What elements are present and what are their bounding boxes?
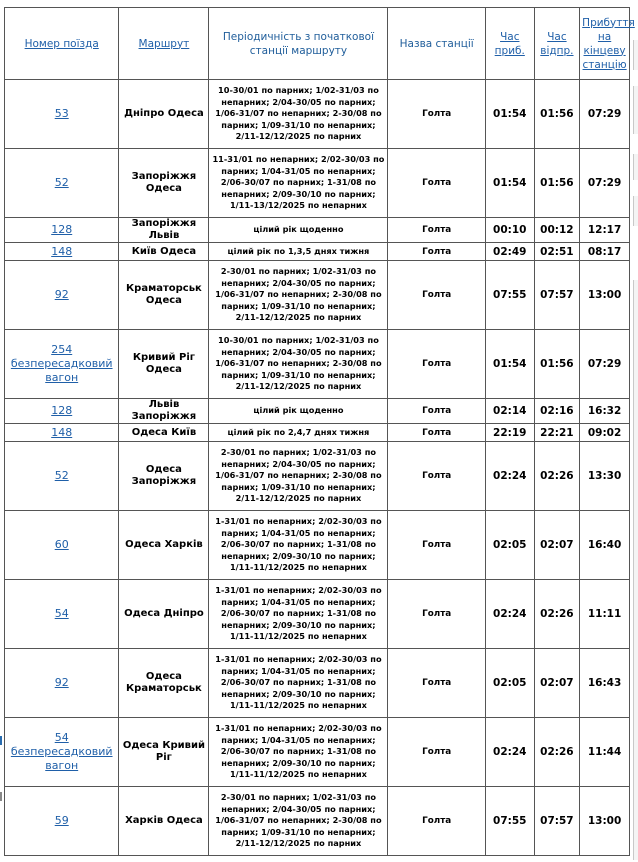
final-arrival-cell: 07:29 [580,80,630,149]
route-cell: Кривий Ріг Одеса [119,330,209,399]
train-schedule-table [4,7,635,856]
col-header-station-name [388,8,485,80]
train-number-link[interactable]: 59 [54,814,69,827]
table-row [5,580,630,649]
train-number-cell [5,261,119,330]
station-cell: Голта [388,718,485,787]
station-cell: Голта [388,399,485,424]
header-label-periodicity: Періодичність з початкової станції маршруту [222,30,374,57]
table-row [5,442,630,511]
schedule-body [5,80,630,856]
train-number-cell [5,399,119,424]
station-cell: Голта [388,218,485,243]
station-cell: Голта [388,424,485,442]
departure-time-cell: 02:16 [534,399,580,424]
periodicity-cell: 1-31/01 по непарних; 2/02-30/03 по парних; 1/04-31/05 по непарних; 2/06-30/07 по парних; 1-31/08 по непарних; 2/09-30/10 по парних; 1/11-11/12/2025 по непарних [209,649,388,718]
train-number-cell [5,243,119,261]
periodicity-cell: цілий рік по 1,3,5 днях тижня [209,243,388,261]
train-number-cell [5,787,119,856]
route-cell: Запоріжжя Львів [119,218,209,243]
arrival-time-cell: 00:10 [485,218,534,243]
table-row [5,330,630,399]
route-cell: Харків Одеса [119,787,209,856]
train-number-link[interactable]: 53 [54,107,69,120]
table-row [5,511,630,580]
final-arrival-cell: 13:30 [580,442,630,511]
periodicity-cell: цілий рік щоденно [209,218,388,243]
train-number-link[interactable]: 128 [51,223,73,236]
right-panel-stub [633,280,638,860]
station-cell: Голта [388,442,485,511]
route-cell: Львів Запоріжжя [119,399,209,424]
periodicity-cell: 2-30/01 по парних; 1/02-31/03 по непарних; 2/04-30/05 по парних; 1/06-31/07 по непарних; 2-30/08 по парних; 1/09-31/10 по непарних; 2/11-12/12/2025 по парних [209,442,388,511]
col-header-train-number[interactable] [5,8,119,80]
periodicity-cell: 1-31/01 по непарних; 2/02-30/03 по парних; 1/04-31/05 по непарних; 2/06-30/07 по парних; 1-31/08 по непарних; 2/09-30/10 по парних; 1/11-11/12/2025 по непарних [209,718,388,787]
train-number-link[interactable]: 148 [51,425,73,439]
station-cell: Голта [388,580,485,649]
table-row [5,787,630,856]
table-row [5,649,630,718]
table-row [5,424,630,442]
table-row [5,718,630,787]
periodicity-cell: 2-30/01 по парних; 1/02-31/03 по непарних; 2/04-30/05 по парних; 1/06-31/07 по непарних; 2-30/08 по парних; 1/09-31/10 по непарних; 2/11-12/12/2025 по парних [209,787,388,856]
departure-time-cell: 02:07 [534,511,580,580]
train-number-cell [5,218,119,243]
train-number-cell [5,580,119,649]
route-cell: Одеса Харків [119,511,209,580]
departure-time-cell: 01:56 [534,149,580,218]
departure-time-cell: 02:26 [534,718,580,787]
sort-link-final-arrival[interactable]: Прибуття на кінцеву станцію [582,16,635,71]
sort-link-arrival[interactable]: Час приб. [494,30,525,57]
train-number-link[interactable]: 128 [51,404,73,417]
arrival-time-cell: 02:05 [485,649,534,718]
train-number-link[interactable]: 52 [54,176,69,189]
train-number-cell [5,718,119,787]
header-label-station-name: Назва станції [399,37,474,50]
route-cell: Одеса Дніпро [119,580,209,649]
train-number-cell [5,424,119,442]
right-panel-stub [633,196,638,226]
departure-time-cell: 02:26 [534,580,580,649]
train-number-link[interactable]: 60 [54,538,69,551]
final-arrival-cell: 07:29 [580,330,630,399]
route-cell: Краматорськ Одеса [119,261,209,330]
train-number-cell [5,442,119,511]
periodicity-cell: 11-31/01 по непарних; 2/02-30/03 по парних; 1/04-31/05 по непарних; 2/06-30/07 по парних; 1-31/08 по непарних; 2/09-30/10 по парних; 1/11-13/12/2025 по непарних [209,149,388,218]
departure-time-cell: 00:12 [534,218,580,243]
departure-time-cell: 22:21 [534,424,580,442]
table-row [5,218,630,243]
train-number-cell [5,649,119,718]
arrival-time-cell: 02:05 [485,511,534,580]
table-row [5,80,630,149]
header-row [5,8,630,80]
periodicity-cell: 1-31/01 по непарних; 2/02-30/03 по парних; 1/04-31/05 по непарних; 2/06-30/07 по парних; 1-31/08 по непарних; 2/09-30/10 по парних; 1/11-11/12/2025 по непарних [209,580,388,649]
final-arrival-cell: 16:40 [580,511,630,580]
arrival-time-cell: 02:49 [485,243,534,261]
train-number-link[interactable]: 148 [51,244,73,258]
periodicity-cell: 2-30/01 по парних; 1/02-31/03 по непарних; 2/04-30/05 по парних; 1/06-31/07 по непарних; 2-30/08 по парних; 1/09-31/10 по непарних; 2/11-12/12/2025 по парних [209,261,388,330]
arrival-time-cell: 22:19 [485,424,534,442]
arrival-time-cell: 02:24 [485,718,534,787]
table-row [5,243,630,261]
table-row [5,399,630,424]
station-cell: Голта [388,243,485,261]
sort-link-train-number[interactable]: Номер поїзда [24,37,99,50]
final-arrival-cell: 11:11 [580,580,630,649]
final-arrival-cell: 16:32 [580,399,630,424]
right-panel-stub [633,86,638,134]
right-panel-stub [633,154,638,180]
train-number-cell [5,80,119,149]
final-arrival-cell: 13:00 [580,261,630,330]
table-row [5,149,630,218]
route-cell: Одеса Запоріжжя [119,442,209,511]
final-arrival-cell: 13:00 [580,787,630,856]
station-cell: Голта [388,261,485,330]
col-header-final-arrival[interactable] [580,8,635,80]
right-panel-stub [633,40,638,70]
departure-time-cell: 07:57 [534,787,580,856]
departure-time-cell: 01:56 [534,330,580,399]
arrival-time-cell: 02:14 [485,399,534,424]
arrival-time-cell: 02:24 [485,442,534,511]
train-number-link[interactable]: 254 безпересадковий вагон [10,343,113,384]
departure-time-cell: 02:07 [534,649,580,718]
col-header-periodicity [209,8,388,80]
route-cell: Київ Одеса [119,243,209,261]
final-arrival-cell: 08:17 [580,243,630,261]
periodicity-cell: 10-30/01 по парних; 1/02-31/03 по непарних; 2/04-30/05 по парних; 1/06-31/07 по непарних; 2-30/08 по парних; 1/09-31/10 по непарних; 2/11-12/12/2025 по парних [209,330,388,399]
train-number-link[interactable]: 92 [54,676,69,689]
periodicity-cell: 10-30/01 по парних; 1/02-31/03 по непарних; 2/04-30/05 по парних; 1/06-31/07 по непарних; 2-30/08 по парних; 1/09-31/10 по непарних; 2/11-12/12/2025 по парних [209,80,388,149]
train-number-cell [5,511,119,580]
departure-time-cell: 02:26 [534,442,580,511]
station-cell: Голта [388,511,485,580]
final-arrival-cell: 07:29 [580,149,630,218]
periodicity-cell: цілий рік щоденно [209,399,388,424]
table-row [5,261,630,330]
col-header-departure[interactable] [534,8,580,80]
arrival-time-cell: 01:54 [485,80,534,149]
station-cell: Голта [388,149,485,218]
final-arrival-cell: 16:43 [580,649,630,718]
train-number-link[interactable]: 92 [54,288,69,301]
periodicity-cell: цілий рік по 2,4,7 днях тижня [209,424,388,442]
sort-link-route[interactable]: Маршрут [138,37,190,50]
route-cell: Одеса Київ [119,424,209,442]
train-number-cell [5,149,119,218]
periodicity-cell: 1-31/01 по непарних; 2/02-30/03 по парних; 1/04-31/05 по непарних; 2/06-30/07 по парних; 1-31/08 по непарних; 2/09-30/10 по парних; 1/11-11/12/2025 по непарних [209,511,388,580]
train-number-link[interactable]: 54 [54,607,69,620]
train-number-link[interactable]: 54 безпересадковий вагон [10,731,113,772]
final-arrival-cell: 09:02 [580,424,630,442]
departure-time-cell: 07:57 [534,261,580,330]
final-arrival-cell: 12:17 [580,218,630,243]
arrival-time-cell: 01:54 [485,330,534,399]
arrival-time-cell: 07:55 [485,261,534,330]
station-cell: Голта [388,787,485,856]
sort-link-departure[interactable]: Час відпр. [540,30,574,57]
station-cell: Голта [388,649,485,718]
route-cell: Дніпро Одеса [119,80,209,149]
station-cell: Голта [388,330,485,399]
route-cell: Одеса Краматорськ [119,649,209,718]
departure-time-cell: 02:51 [534,243,580,261]
train-number-link[interactable]: 52 [54,469,69,482]
col-header-arrival[interactable] [485,8,534,80]
arrival-time-cell: 01:54 [485,149,534,218]
route-cell: Одеса Кривий Ріг [119,718,209,787]
route-cell: Запоріжжя Одеса [119,149,209,218]
arrival-time-cell: 02:24 [485,580,534,649]
station-cell: Голта [388,80,485,149]
departure-time-cell: 01:56 [534,80,580,149]
col-header-route[interactable] [119,8,209,80]
arrival-time-cell: 07:55 [485,787,534,856]
train-number-cell [5,330,119,399]
final-arrival-cell: 11:44 [580,718,630,787]
